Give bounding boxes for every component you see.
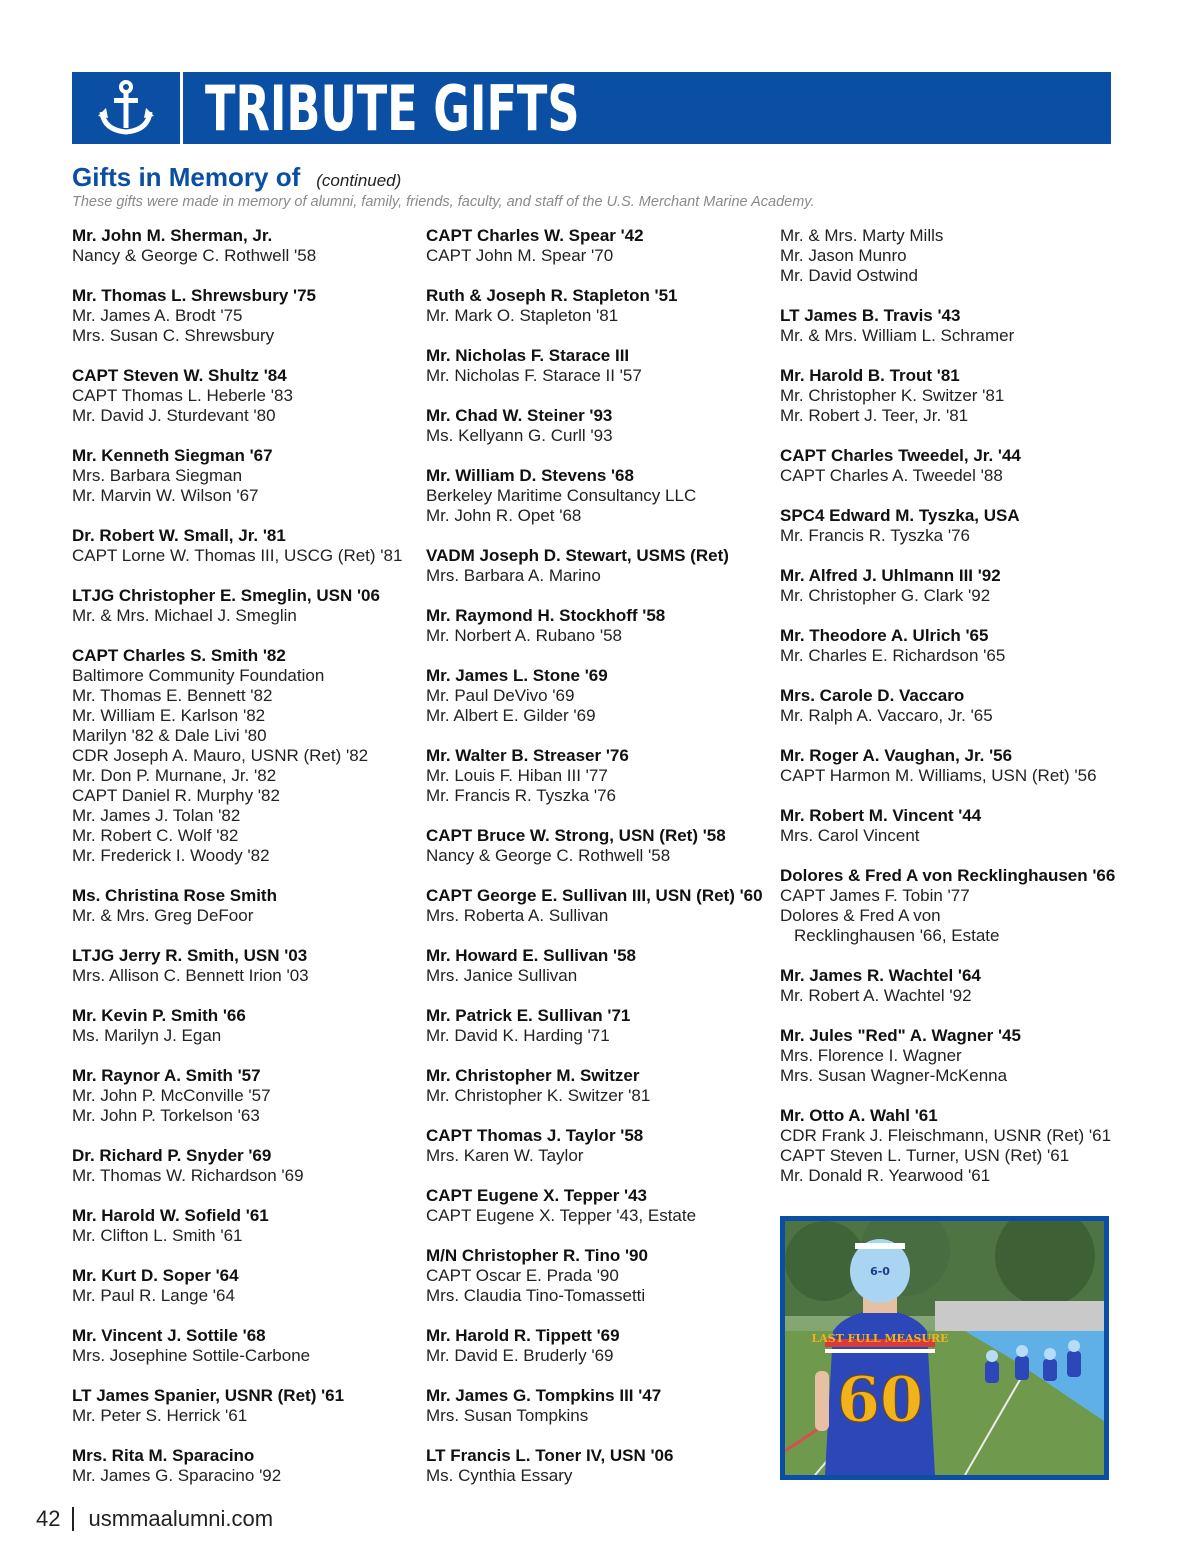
tribute-entry [72,586,417,626]
honoree-name: Mr. Thomas L. Shrewsbury '75 [72,286,317,305]
honoree-name: Mr. Raynor A. Smith '57 [72,1066,261,1085]
donor-name: Mr. Francis R. Tyszka '76 [426,786,616,805]
honoree-name: Mr. Walter B. Streaser '76 [426,746,629,765]
honoree-name: Dolores & Fred A von Recklinghausen '66 [780,866,1116,885]
page-footer [36,1506,273,1532]
honoree-name: Mr. Nicholas F. Starace III [426,346,630,365]
tribute-entry [72,1326,417,1366]
donor-name: CDR Joseph A. Mauro, USNR (Ret) '82 [72,746,369,765]
donor-name: CAPT Eugene X. Tepper '43, Estate [426,1206,697,1225]
tribute-entry [426,946,771,986]
donor-name: Mr. Frederick I. Woody '82 [72,846,270,865]
donor-name: Mr. Robert A. Wachtel '92 [780,986,972,1005]
donor-name: Ms. Cynthia Essary [426,1466,573,1485]
donor-name: Mr. David J. Sturdevant '80 [72,406,276,425]
section-heading [72,162,401,193]
donor-name: Berkeley Maritime Consultancy LLC [426,486,697,505]
tribute-entry [426,1066,771,1106]
donor-name: Mr. Paul R. Lange '64 [72,1286,235,1305]
honoree-name: Mr. William D. Stevens '68 [426,466,634,485]
donor-name: Mr. Robert C. Wolf '82 [72,826,239,845]
donor-name: Mr. Thomas W. Richardson '69 [72,1166,304,1185]
tribute-entry [72,1066,417,1126]
donor-name: Mr. William E. Karlson '82 [72,706,266,725]
honoree-name: Mr. Kenneth Siegman '67 [72,446,273,465]
honoree-name: Mr. Harold W. Sofield '61 [72,1206,269,1225]
footer-website: usmmaalumni.com [88,1506,274,1531]
donor-name: Mr. Marvin W. Wilson '67 [72,486,259,505]
page-number: 42 [36,1506,61,1531]
tribute-entry [72,286,417,346]
donor-name: Mrs. Karen W. Taylor [426,1146,584,1165]
donor-name: CAPT Harmon M. Williams, USN (Ret) '56 [780,766,1097,785]
donor-name: Baltimore Community Foundation [72,666,325,685]
honoree-name: LTJG Jerry R. Smith, USN '03 [72,946,308,965]
donor-name: Mrs. Susan Tompkins [426,1406,589,1425]
honoree-name: Mr. Otto A. Wahl '61 [780,1106,938,1125]
donor-name: Mrs. Barbara A. Marino [426,566,601,585]
honoree-name: Mr. Patrick E. Sullivan '71 [426,1006,631,1025]
honoree-name: M/N Christopher R. Tino '90 [426,1246,648,1265]
honoree-name: Mrs. Carole D. Vaccaro [780,686,965,705]
tribute-entry [72,1206,417,1246]
donor-name: Mr. James G. Sparacino '92 [72,1466,282,1485]
honoree-name: CAPT Thomas J. Taylor '58 [426,1126,644,1145]
donor-name: Mrs. Florence I. Wagner [780,1046,962,1065]
tribute-entry [426,666,771,726]
donor-name: Mr. Thomas E. Bennett '82 [72,686,273,705]
tribute-entry [780,306,1125,346]
tribute-entry [426,226,771,266]
tribute-entry [72,1446,417,1486]
donor-name: CAPT Oscar E. Prada '90 [426,1266,619,1285]
banner-divider [180,72,183,144]
honoree-name: CAPT Charles W. Spear '42 [426,226,644,245]
honoree-name: Mr. Theodore A. Ulrich '65 [780,626,989,645]
tribute-entry [780,686,1125,726]
section-intro: These gifts were made in memory of alumni, family, friends, faculty, and staff of the U.S. Merchant Marine Academy. [72,194,815,210]
tribute-entry [426,1446,771,1486]
donor-name: Mrs. Allison C. Bennett Irion '03 [72,966,309,985]
honoree-name: CAPT George E. Sullivan III, USN (Ret) '60 [426,886,763,905]
honoree-name: Mr. Harold B. Trout '81 [780,366,960,385]
photo-illustration [785,1221,1104,1475]
honoree-name: Mr. Roger A. Vaughan, Jr. '56 [780,746,1013,765]
page-banner [72,72,1111,144]
donor-name: Mr. Francis R. Tyszka '76 [780,526,970,545]
honoree-name: Mr. Robert M. Vincent '44 [780,806,982,825]
donor-name: CAPT Lorne W. Thomas III, USCG (Ret) '81 [72,546,403,565]
donor-name: Mr. & Mrs. Michael J. Smeglin [72,606,297,625]
tribute-entry [72,646,417,866]
tribute-entry [780,506,1125,546]
honoree-name: Dr. Robert W. Small, Jr. '81 [72,526,286,545]
honoree-name: Mr. James L. Stone '69 [426,666,608,685]
donor-name: Mrs. Carol Vincent [780,826,920,845]
donor-name: CAPT James F. Tobin '77 [780,886,970,905]
tribute-entry [780,226,1125,286]
tribute-entry [72,946,417,986]
tribute-entry [426,346,771,386]
donor-name: Mrs. Susan C. Shrewsbury [72,326,275,345]
banner-title: TRIBUTE GIFTS [205,71,580,145]
donor-name: Mrs. Josephine Sottile-Carbone [72,1346,311,1365]
donor-name: Mr. & Mrs. Marty Mills [780,226,944,245]
donor-name: Mr. John P. McConville '57 [72,1086,271,1105]
donor-name: Mrs. Susan Wagner-McKenna [780,1066,1008,1085]
donor-name: CAPT Steven L. Turner, USN (Ret) '61 [780,1146,1070,1165]
donor-name: Mr. Louis F. Hiban III '77 [426,766,608,785]
donor-name: Dolores & Fred A von [780,906,941,925]
tribute-entry [426,1246,771,1306]
donor-name: Mr. David E. Bruderly '69 [426,1346,614,1365]
donor-name: Marilyn '82 & Dale Livi '80 [72,726,267,745]
donor-name: CAPT John M. Spear '70 [426,246,614,265]
donor-name: Mr. & Mrs. Greg DeFoor [72,906,254,925]
anchor-icon [72,72,180,144]
honoree-name: Mr. Kevin P. Smith '66 [72,1006,246,1025]
tribute-entry [426,826,771,866]
football-player-photo [780,1216,1109,1480]
donor-name: Mrs. Claudia Tino-Tomassetti [426,1286,646,1305]
tribute-entry [426,406,771,446]
honoree-name: LT James B. Travis '43 [780,306,961,325]
donor-name: Mr. David K. Harding '71 [426,1026,610,1045]
honoree-name: LT James Spanier, USNR (Ret) '61 [72,1386,345,1405]
donor-name: Mr. James A. Brodt '75 [72,306,243,325]
donor-name: Mr. Jason Munro [780,246,907,265]
donor-name: Mrs. Barbara Siegman [72,466,243,485]
tribute-entry [780,366,1125,426]
donor-name: Mr. Christopher K. Switzer '81 [426,1086,651,1105]
donor-name: Mr. Albert E. Gilder '69 [426,706,596,725]
donor-name: Ms. Kellyann G. Curll '93 [426,426,613,445]
donor-name: Mr. Don P. Murnane, Jr. '82 [72,766,277,785]
section-continued-label: (continued) [316,171,402,190]
tribute-entry [72,226,417,266]
svg-text:6-0: 6-0 [870,1265,890,1278]
honoree-name: CAPT Eugene X. Tepper '43 [426,1186,647,1205]
tribute-entry [426,886,771,926]
honoree-name: Mr. Alfred J. Uhlmann III '92 [780,566,1001,585]
tribute-entry [72,1146,417,1186]
honoree-name: Mr. James G. Tompkins III '47 [426,1386,662,1405]
tribute-entry [72,1386,417,1426]
honoree-name: CAPT Bruce W. Strong, USN (Ret) '58 [426,826,726,845]
donor-name: Mr. Charles E. Richardson '65 [780,646,1006,665]
tribute-entry [780,866,1125,946]
donor-name: Mrs. Janice Sullivan [426,966,578,985]
tribute-entry [780,746,1125,786]
svg-text:LAST FULL MEASURE: LAST FULL MEASURE [811,1332,949,1345]
tribute-entry [780,446,1125,486]
honoree-name: Mrs. Rita M. Sparacino [72,1446,255,1465]
honoree-name: SPC4 Edward M. Tyszka, USA [780,506,1020,525]
donor-name: Mr. Christopher G. Clark '92 [780,586,991,605]
tribute-entry [72,366,417,426]
honoree-name: CAPT Charles S. Smith '82 [72,646,286,665]
donor-name: Mr. John P. Torkelson '63 [72,1106,260,1125]
donor-name: Nancy & George C. Rothwell '58 [72,246,317,265]
donor-name: Mr. Paul DeVivo '69 [426,686,575,705]
donor-name: CAPT Charles A. Tweedel '88 [780,466,1003,485]
svg-text:60: 60 [836,1363,924,1436]
tribute-entry [780,626,1125,666]
donor-name: CAPT Thomas L. Heberle '83 [72,386,293,405]
tribute-entry [426,1386,771,1426]
honoree-name: Ms. Christina Rose Smith [72,886,277,905]
tribute-entry [780,966,1125,1006]
honoree-name: Mr. Vincent J. Sottile '68 [72,1326,266,1345]
donor-name: Mr. David Ostwind [780,266,918,285]
tribute-entry [426,546,771,586]
section-title: Gifts in Memory of [72,162,301,192]
donor-name: Mr. Christopher K. Switzer '81 [780,386,1005,405]
tribute-entry [72,886,417,926]
donor-name: Mr. Clifton L. Smith '61 [72,1226,243,1245]
tribute-column-1 [72,226,417,1506]
donor-name: Mr. Robert J. Teer, Jr. '81 [780,406,969,425]
donor-name: Mr. Donald R. Yearwood '61 [780,1166,991,1185]
tribute-entry [72,526,417,566]
donor-name: Mr. James J. Tolan '82 [72,806,241,825]
tribute-entry [426,1326,771,1366]
tribute-entry [426,606,771,646]
tribute-entry [780,566,1125,606]
tribute-entry [72,446,417,506]
donor-name: Mr. Norbert A. Rubano '58 [426,626,623,645]
tribute-entry [426,746,771,806]
tribute-entry [780,1106,1125,1186]
honoree-name: LT Francis L. Toner IV, USN '06 [426,1446,674,1465]
honoree-name: Mr. Howard E. Sullivan '58 [426,946,636,965]
donor-name: Mr. Peter S. Herrick '61 [72,1406,248,1425]
tribute-entry [780,1026,1125,1086]
donor-name: Nancy & George C. Rothwell '58 [426,846,671,865]
donor-name: Mrs. Roberta A. Sullivan [426,906,609,925]
honoree-name: Mr. Christopher M. Switzer [426,1066,640,1085]
honoree-name: Mr. James R. Wachtel '64 [780,966,981,985]
donor-name: Ms. Marilyn J. Egan [72,1026,222,1045]
tribute-entry [426,466,771,526]
honoree-name: Mr. Harold R. Tippett '69 [426,1326,620,1345]
tribute-column-3 [780,226,1125,1206]
honoree-name: Mr. Kurt D. Soper '64 [72,1266,239,1285]
donor-name: Mr. John R. Opet '68 [426,506,582,525]
honoree-name: Dr. Richard P. Snyder '69 [72,1146,272,1165]
honoree-name: Mr. Jules "Red" A. Wagner '45 [780,1026,1021,1045]
honoree-name: CAPT Steven W. Shultz '84 [72,366,287,385]
donor-name: CAPT Daniel R. Murphy '82 [72,786,280,805]
donor-name: Mr. & Mrs. William L. Schramer [780,326,1015,345]
tribute-entry [426,1006,771,1046]
tribute-entry [426,1186,771,1226]
honoree-name: VADM Joseph D. Stewart, USMS (Ret) [426,546,729,565]
tribute-entry [426,1126,771,1166]
donor-name: Recklinghausen '66, Estate [794,926,1000,945]
donor-name: Mr. Ralph A. Vaccaro, Jr. '65 [780,706,993,725]
tribute-entry [72,1266,417,1306]
tribute-entry [780,806,1125,846]
honoree-name: LTJG Christopher E. Smeglin, USN '06 [72,586,380,605]
donor-name: Mr. Nicholas F. Starace II '57 [426,366,642,385]
donor-name: CDR Frank J. Fleischmann, USNR (Ret) '61 [780,1126,1112,1145]
donor-name: Mr. Mark O. Stapleton '81 [426,306,619,325]
tribute-entry [426,286,771,326]
tribute-entry [72,1006,417,1046]
honoree-name: Ruth & Joseph R. Stapleton '51 [426,286,678,305]
honoree-name: Mr. Raymond H. Stockhoff '58 [426,606,666,625]
tribute-column-2 [426,226,771,1506]
honoree-name: Mr. Chad W. Steiner '93 [426,406,613,425]
footer-divider [72,1507,74,1531]
honoree-name: CAPT Charles Tweedel, Jr. '44 [780,446,1021,465]
honoree-name: Mr. John M. Sherman, Jr. [72,226,273,245]
